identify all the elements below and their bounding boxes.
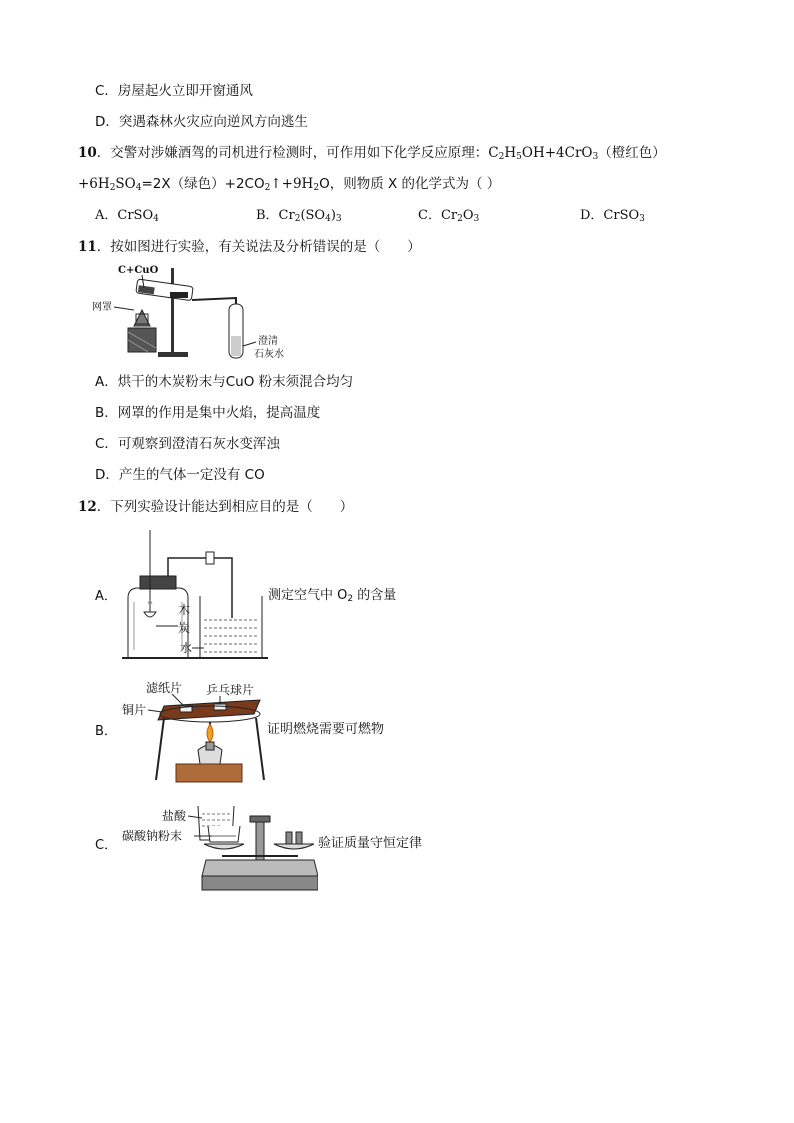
pingpong-piece	[214, 704, 226, 710]
formula-sub: 3	[639, 214, 645, 224]
limewater-label-2: 石灰水	[254, 349, 284, 360]
formula-sub: 2	[347, 594, 354, 604]
question-number: 11	[78, 239, 97, 255]
q10-option-d	[580, 206, 645, 229]
formula-part: OH+4CrO	[521, 145, 593, 161]
q12-stem	[78, 497, 353, 517]
option-text: C．Cr	[418, 208, 458, 223]
formula-sub: 2	[109, 183, 116, 193]
q11-stem	[78, 237, 421, 257]
q12-option-c-figure	[122, 800, 318, 894]
weight	[296, 832, 302, 844]
option-text: B．Cr	[256, 208, 295, 223]
q12-text: ．下列实验设计能达到相应目的是（ ）	[96, 499, 354, 515]
balance-base	[202, 860, 318, 876]
q10-text: ．交警对涉嫌酒驾的司机进行检测时，可作用如下化学反应原理：	[96, 145, 489, 161]
left-pan	[204, 844, 244, 849]
charcoal-label-1: 木	[178, 603, 191, 617]
q11-option-c: C．可观察到澄清石灰水变浑浊	[95, 436, 280, 452]
formula-sub: 4	[153, 214, 159, 224]
right-pan	[274, 844, 314, 849]
q12-option-a-label: A．	[95, 589, 117, 604]
wood-block	[176, 764, 242, 782]
charcoal-label-2: 炭	[178, 621, 191, 635]
q11-apparatus-figure	[92, 262, 302, 366]
q11-option-b: B．网罩的作用是集中火焰，提高温度	[95, 405, 321, 421]
clamp	[170, 292, 188, 298]
purpose-text: 测定空气中 O	[268, 588, 348, 603]
formula-sub: 4	[135, 183, 142, 193]
formula-sub: 3	[473, 214, 480, 224]
formula-part: H	[504, 145, 517, 161]
formula-part: ↑+9H	[270, 176, 314, 192]
limewater-label-1: 澄清	[258, 336, 278, 347]
tripod-leg	[256, 718, 264, 780]
q12-option-a-figure	[122, 530, 272, 662]
q12-option-a-purpose	[268, 586, 396, 609]
question-number: 10	[78, 145, 97, 161]
powder-label: 碳酸钠粉末	[122, 829, 183, 843]
mesh-label: 网罩	[92, 302, 112, 313]
formula-sub: 2	[498, 152, 505, 162]
flame	[207, 724, 213, 742]
weight	[286, 832, 292, 844]
formula-part: +6H	[78, 176, 110, 192]
option-text: D．CrSO	[580, 208, 640, 223]
option-text: O	[462, 208, 474, 223]
formula-part: SO	[115, 176, 136, 192]
q9-option-d: D．突遇森林火灾应向逆风方向逃生	[95, 114, 308, 130]
q10-option-c	[418, 206, 479, 229]
q10-text: O，则物质 X 的化学式为（ ）	[319, 176, 501, 192]
copper-plate	[158, 700, 260, 720]
q12-option-c-purpose: 验证质量守恒定律	[318, 836, 423, 851]
q10-option-a	[95, 206, 159, 229]
q12-option-b-label: B．	[95, 724, 117, 739]
balance-pillar	[256, 820, 264, 860]
q11-option-a: A．烘干的木炭粉末与CuO 粉末须混合均匀	[95, 374, 354, 390]
q10-text: （橙红色）	[598, 145, 666, 161]
tripod-leg	[156, 718, 164, 780]
acid-label: 盐酸	[162, 809, 187, 823]
formula-sub: 5	[516, 152, 522, 162]
formula-part: =2X（绿色）+2CO	[141, 176, 265, 192]
copper-label: 铜片	[122, 703, 147, 717]
formula-sub: 4	[325, 214, 331, 224]
q10-stem-line2	[78, 174, 500, 198]
stand-rod	[171, 268, 174, 354]
q10-stem-line1	[78, 143, 666, 167]
bottle-stopper	[140, 576, 176, 589]
option-text: )	[330, 208, 336, 223]
formula-sub: 2	[294, 214, 301, 224]
purpose-text: 的含量	[353, 588, 397, 603]
question-number: 12	[78, 499, 97, 515]
option-text: A．CrSO	[95, 208, 154, 223]
q9-option-c: C．房屋起火立即开窗通风	[95, 83, 253, 99]
pingpong-label: 乒乓球片	[206, 683, 255, 697]
q11-option-d: D．产生的气体一定没有 CO	[95, 467, 265, 483]
q11-text: ．按如图进行实验，有关说法及分析错误的是（ ）	[96, 239, 421, 255]
filter-paper-label: 滤纸片	[146, 681, 183, 695]
option-text: (SO	[300, 208, 326, 223]
q12-option-c-label: C．	[95, 838, 118, 853]
q10-option-b	[256, 206, 342, 229]
q12-option-b-purpose: 证明燃烧需要可燃物	[267, 722, 385, 737]
q12-option-b-figure	[122, 678, 272, 784]
water-label: 水	[180, 641, 193, 655]
formula-part: C	[488, 145, 499, 161]
formula-sub: 2	[264, 183, 271, 193]
formula-sub: 3	[335, 214, 342, 224]
reagent-label: C+CuO	[118, 265, 159, 276]
formula-sub: 3	[592, 152, 599, 162]
formula-sub: 2	[457, 214, 463, 224]
formula-sub: 2	[313, 183, 320, 193]
